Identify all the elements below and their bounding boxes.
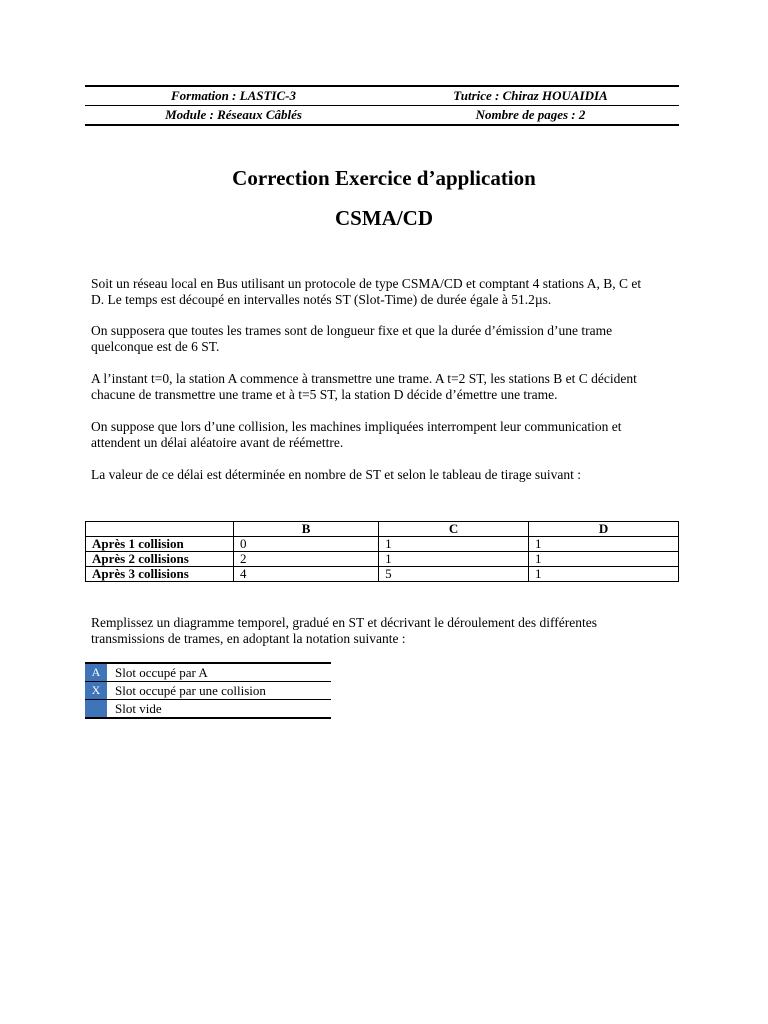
- table-cell: 4: [234, 567, 379, 582]
- collision-delay-table: [85, 521, 679, 582]
- table-cell: 0: [234, 537, 379, 552]
- paragraph-line: On supposera que toutes les trames sont de longueur fixe et que la durée d’émission d’une trame: [91, 323, 613, 338]
- table-header-cell: B: [234, 522, 379, 537]
- paragraph-line: On suppose que lors d’une collision, les machines impliquées interrompent leur communication et: [91, 419, 622, 434]
- paragraph-line: transmissions de trames, en adoptant la notation suivante :: [91, 631, 406, 646]
- table-cell: 1: [379, 537, 529, 552]
- paragraph-line: Soit un réseau local en Bus utilisant un protocole de type CSMA/CD et comptant 4 stations A, B, C et: [91, 276, 642, 291]
- legend-text: Slot occupé par une collision: [115, 682, 266, 698]
- table-header-cell: [86, 522, 234, 537]
- paragraph: [91, 467, 681, 483]
- paragraph: [91, 419, 681, 451]
- table-row: [86, 537, 679, 552]
- legend-symbol: [85, 700, 107, 717]
- page-title: Correction Exercice d’application: [232, 166, 536, 190]
- page-subtitle: CSMA/CD: [335, 206, 433, 230]
- table-row: [86, 552, 679, 567]
- row-label: Après 1 collision: [86, 537, 234, 552]
- table-cell: 1: [529, 537, 679, 552]
- table-cell: 1: [529, 567, 679, 582]
- table-cell: 1: [529, 552, 679, 567]
- paragraph: [91, 323, 681, 355]
- paragraph-line: chacune de transmettre une trame et à t=5 ST, la station D décide d’émettre une trame.: [91, 387, 558, 402]
- table-header-row: [86, 522, 679, 537]
- header-page-count: Nombre de pages : 2: [475, 107, 586, 122]
- row-label: Après 2 collisions: [86, 552, 234, 567]
- legend-text: Slot vide: [115, 700, 162, 716]
- notation-legend: [85, 662, 331, 719]
- paragraph-line: D. Le temps est découpé en intervalles notés ST (Slot-Time) de durée égale à 51.2µs.: [91, 292, 552, 307]
- paragraph-line: Remplissez un diagramme temporel, gradué en ST et décrivant le déroulement des différentes: [91, 615, 597, 630]
- header-row: [85, 105, 679, 124]
- paragraph-line: attendent un délai aléatoire avant de réémettre.: [91, 435, 344, 450]
- paragraph-line: La valeur de ce délai est déterminée en nombre de ST et selon le tableau de tirage suivant :: [91, 467, 582, 482]
- instruction-paragraph: [91, 615, 681, 647]
- header-module: Module : Réseaux Câblés: [165, 107, 302, 122]
- row-label: Après 3 collisions: [86, 567, 234, 582]
- paragraph: [91, 276, 681, 308]
- header-formation: Formation : LASTIC-3: [171, 88, 296, 103]
- table-cell: 5: [379, 567, 529, 582]
- legend-row: [85, 681, 331, 699]
- header-table: [85, 85, 679, 126]
- paragraph-line: A l’instant t=0, la station A commence à transmettre une trame. A t=2 ST, les stations B et C décident: [91, 371, 637, 386]
- table-cell: 2: [234, 552, 379, 567]
- header-row: [85, 87, 679, 105]
- legend-row: [85, 664, 331, 681]
- paragraph-line: quelconque est de 6 ST.: [91, 339, 220, 354]
- legend-row: [85, 699, 331, 717]
- table-cell: 1: [379, 552, 529, 567]
- paragraph: [91, 371, 681, 403]
- legend-text: Slot occupé par A: [115, 664, 208, 680]
- legend-symbol: A: [85, 664, 107, 681]
- table-header-cell: D: [529, 522, 679, 537]
- table-row: [86, 567, 679, 582]
- legend-symbol: X: [85, 682, 107, 699]
- table-header-cell: C: [379, 522, 529, 537]
- header-tutrice: Tutrice : Chiraz HOUAIDIA: [453, 88, 608, 103]
